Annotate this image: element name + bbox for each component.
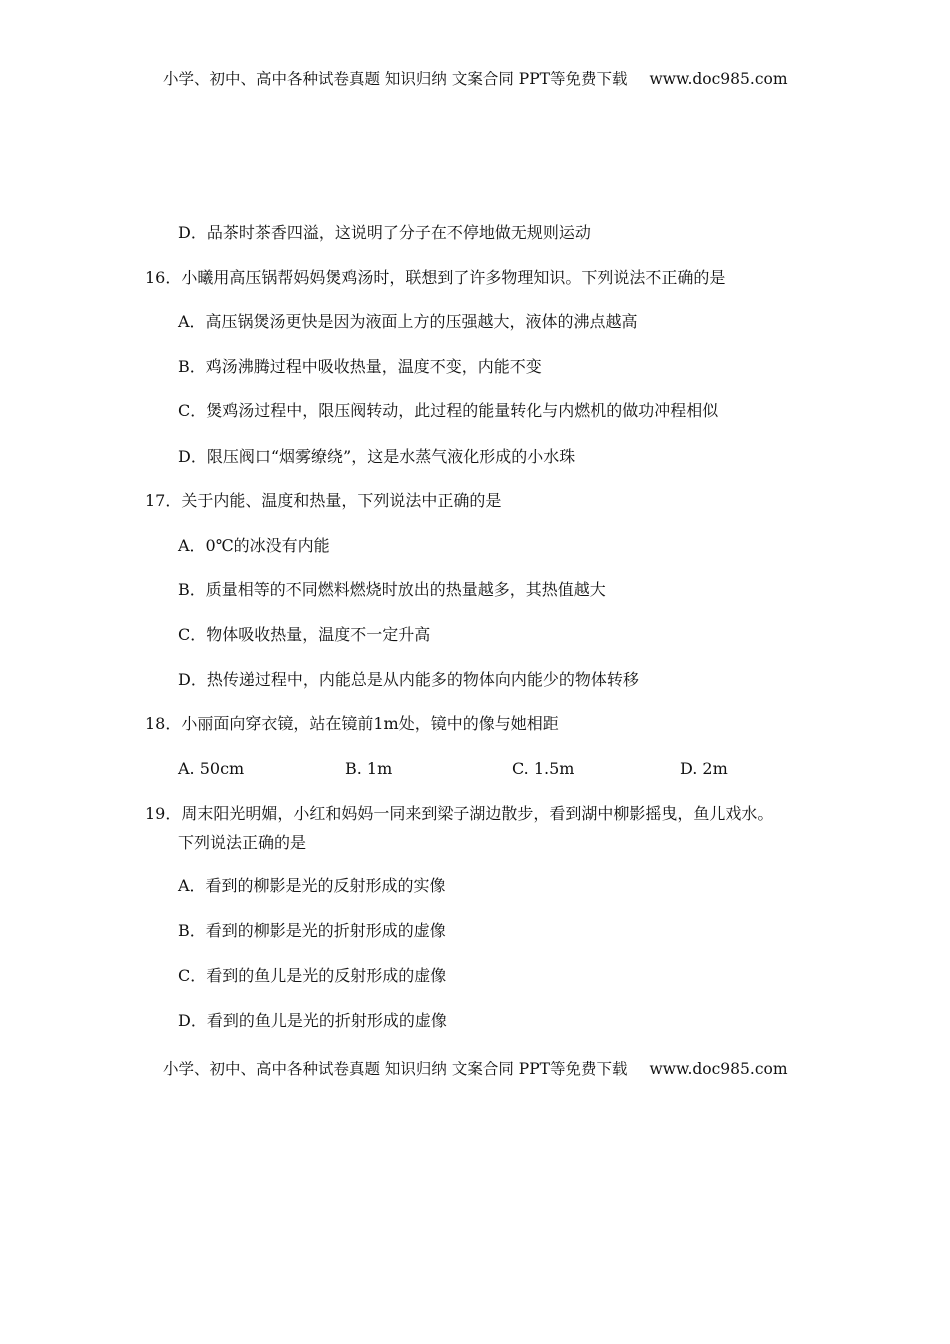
header-text: 小学、初中、高中各种试卷真题 知识归纳 文案合同 PPT等免费下载 bbox=[163, 70, 628, 88]
header-url: www.doc985.com bbox=[649, 70, 788, 88]
question-19-stem: 19．周末阳光明媚，小红和妈妈一同来到梁子湖边散步，看到湖中柳影摇曳，鱼儿戏水。 bbox=[145, 804, 774, 823]
question-16-option-d: D．限压阀口“烟雾缭绕”，这是水蒸气液化形成的小水珠 bbox=[178, 447, 576, 466]
prev-question-option-d: D．品茶时茶香四溢，这说明了分子在不停地做无规则运动 bbox=[178, 223, 591, 242]
question-16-option-a: A．高压锅煲汤更快是因为液面上方的压强越大，液体的沸点越高 bbox=[178, 312, 638, 331]
footer-url: www.doc985.com bbox=[649, 1060, 788, 1078]
footer-text: 小学、初中、高中各种试卷真题 知识归纳 文案合同 PPT等免费下载 bbox=[163, 1060, 628, 1078]
question-18-option-d: D. 2m bbox=[680, 759, 728, 778]
question-17-option-c: C．物体吸收热量，温度不一定升高 bbox=[178, 625, 431, 644]
question-16-option-c: C．煲鸡汤过程中，限压阀转动，此过程的能量转化与内燃机的做功冲程相似 bbox=[178, 401, 719, 420]
question-18-option-a: A. 50cm bbox=[178, 759, 245, 778]
question-18-option-b: B. 1m bbox=[345, 759, 393, 778]
question-19-option-b: B．看到的柳影是光的折射形成的虚像 bbox=[178, 921, 446, 940]
question-19-option-c: C．看到的鱼儿是光的反射形成的虚像 bbox=[178, 966, 447, 985]
question-19-option-a: A．看到的柳影是光的反射形成的实像 bbox=[178, 876, 446, 895]
question-16-stem: 16．小曦用高压锅帮妈妈煲鸡汤时，联想到了许多物理知识。下列说法不正确的是 bbox=[145, 268, 726, 287]
question-17-option-a: A．0℃的冰没有内能 bbox=[178, 536, 330, 555]
question-17-stem: 17．关于内能、温度和热量，下列说法中正确的是 bbox=[145, 491, 502, 510]
question-17-option-b: B．质量相等的不同燃料燃烧时放出的热量越多，其热值越大 bbox=[178, 580, 606, 599]
page-footer bbox=[163, 1059, 788, 1079]
question-18-option-c: C. 1.5m bbox=[512, 759, 575, 778]
question-19-stem-continuation: 下列说法正确的是 bbox=[178, 833, 307, 852]
question-16-option-b: B．鸡汤沸腾过程中吸收热量，温度不变，内能不变 bbox=[178, 357, 542, 376]
question-18-stem: 18．小丽面向穿衣镜，站在镜前1m处，镜中的像与她相距 bbox=[145, 714, 559, 733]
question-19-option-d: D．看到的鱼儿是光的折射形成的虚像 bbox=[178, 1011, 447, 1030]
question-17-option-d: D．热传递过程中，内能总是从内能多的物体向内能少的物体转移 bbox=[178, 670, 639, 689]
page-header bbox=[163, 69, 788, 89]
